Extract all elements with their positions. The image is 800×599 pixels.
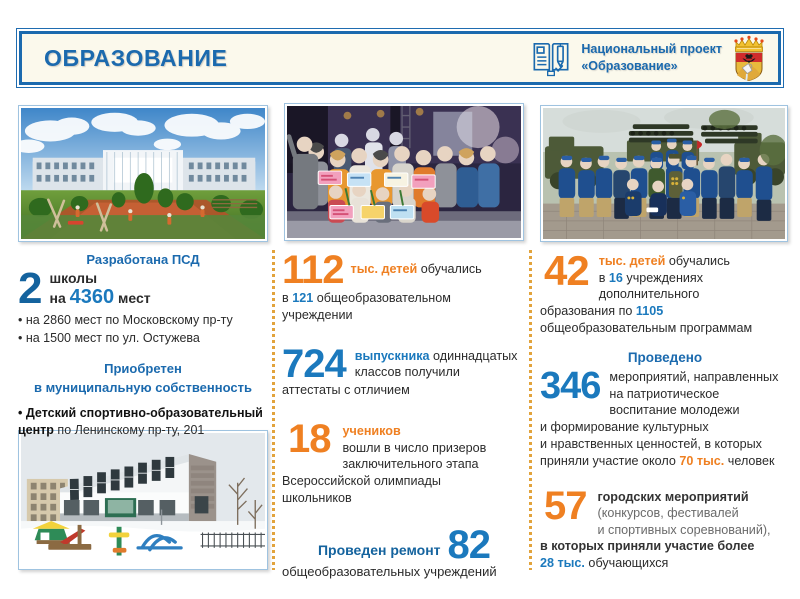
stat-346-runon-3a: приняли участие около [540,453,680,468]
schools-seats-line [49,286,150,309]
stat-724-line2: классов получили [354,365,460,380]
voronezh-coat-of-arms [732,35,766,81]
stat-112-runon [282,290,526,324]
stat-42-number: 42 [544,247,589,294]
header-right-group [531,34,772,82]
column-divider-left [272,250,275,570]
right-column [540,247,790,572]
stat-724-runon: аттестаты с отличием [282,383,410,398]
stat-57-line2: (конкурсов, фестивалей [597,506,739,521]
stat-57-runon-1: в которых приняли участие более [540,539,755,554]
stat-42-runon-prefix: образования по [540,303,636,318]
stat-112-runon-b: общеобразовательном [313,290,451,305]
photo-new-school-render [18,105,268,242]
repair-subtitle: общеобразовательных учреждений [282,563,497,579]
schools-word: школы [49,269,98,286]
stat-18-runon-2: школьников [282,490,352,505]
stat-346-line1: мероприятий, направленных [609,370,779,385]
stat-57-number: 57 [544,483,587,528]
stat-42-line2-num: 16 [608,270,623,285]
left-heading-acquired-1: Приобретен [104,360,182,376]
stat-346-runon-3 [540,453,790,470]
stat-346 [540,365,790,419]
stat-18-lead: учеников [342,424,401,439]
school-render-art [21,108,265,239]
stat-18-line3: заключительного этапа [342,457,479,472]
stat-57-runon-2 [540,555,790,572]
header-banner [16,28,784,88]
stat-42-line2-prefix: в [598,270,609,285]
acquired-item [18,405,268,441]
stat-57-runon-rest: обучающихся [584,556,669,571]
stat-42-lead: тыс. детей [598,254,666,268]
stat-112-runon-a: в [282,290,293,305]
stat-42-line2-rest: учреждениях [622,270,704,285]
stat-42-runon-num: 1105 [635,303,664,318]
stat-42-runon-2: общеобразовательным программам [540,320,753,335]
cadets-art [543,108,785,239]
stat-57-line3: и спортивных соревнований), [597,522,771,537]
acquired-bold-text: • Детский спортивно-образовательный центр [18,405,263,438]
stat-346-runon-2: и нравственных ценностей, в которых [540,436,762,451]
open-book-pen-check-icon [531,37,571,79]
stat-724 [282,341,526,386]
list-item: • на 1500 мест по ул. Остужева [18,331,200,346]
repair-label: Проведен ремонт [317,541,441,558]
stat-112-lead: тыс. детей [350,262,418,276]
repair-number: 82 [447,522,491,567]
page-title: ОБРАЗОВАНИЕ [44,44,228,71]
left-heading-psd: Разработана ПСД [86,252,200,267]
schools-bullet-list [18,312,268,348]
stat-112-after: обучались [417,262,482,276]
stat-724-lead: выпускника [354,348,430,363]
sport-center-art [21,433,265,567]
seats-prefix: на [49,289,66,306]
stat-42-after: обучались [665,254,730,268]
seats-word: мест [118,289,151,306]
stat-42 [540,247,790,303]
award-ceremony-art [287,106,521,238]
stat-346-runon-num: 70 тыс. [679,453,725,468]
stat-42-runon-1 [540,303,790,320]
stat-57-runon-num: 28 тыс. [540,556,585,571]
stat-42-line3: дополнительного [598,287,700,302]
stat-18-number: 18 [288,417,331,462]
national-project-label: Национальный проект «Образование» [581,42,722,73]
stat-18-line2: вошли в число призеров [342,440,487,455]
photo-award-ceremony [284,103,524,241]
stat-112-runon-line2: учреждении [282,307,353,322]
stat-346-line3: воспитание молодежи [609,403,740,418]
stat-18 [282,417,526,473]
acquired-address: по Ленинскому пр-ту, 201 [53,423,205,438]
middle-column [282,248,526,579]
column-divider-right [529,250,532,570]
stat-346-number: 346 [540,365,601,408]
schools-number: 2 [18,263,42,313]
right-heading-conducted: Проведено [627,349,703,365]
stat-18-runon-1: Всероссийской олимпиады [282,474,441,489]
list-item: • на 2860 мест по Московскому пр-ту [18,313,233,328]
left-heading-acquired-2: в муниципальную собственность [34,379,252,395]
schools-stat [18,263,268,313]
stat-57 [540,483,790,539]
stat-112-number: 112 [282,248,344,292]
stat-346-runon-3b: человек [724,453,775,468]
stat-repair-82 [282,522,526,579]
stat-346-runon-1: и формирование культурных [540,419,709,434]
stat-346-line2: на патриотическое [609,386,720,401]
stat-724-number: 724 [282,341,346,386]
photo-sport-center [18,430,268,570]
stat-112 [282,248,526,292]
photo-cadets-patriotic [540,105,788,242]
stat-42-line2 [599,270,730,287]
stat-57-line1: городских мероприятий [597,489,749,504]
left-column [18,252,268,440]
stat-724-after: одиннадцатых [429,348,518,363]
seats-number: 4360 [69,285,115,308]
stat-112-runon-num: 121 [292,290,314,305]
